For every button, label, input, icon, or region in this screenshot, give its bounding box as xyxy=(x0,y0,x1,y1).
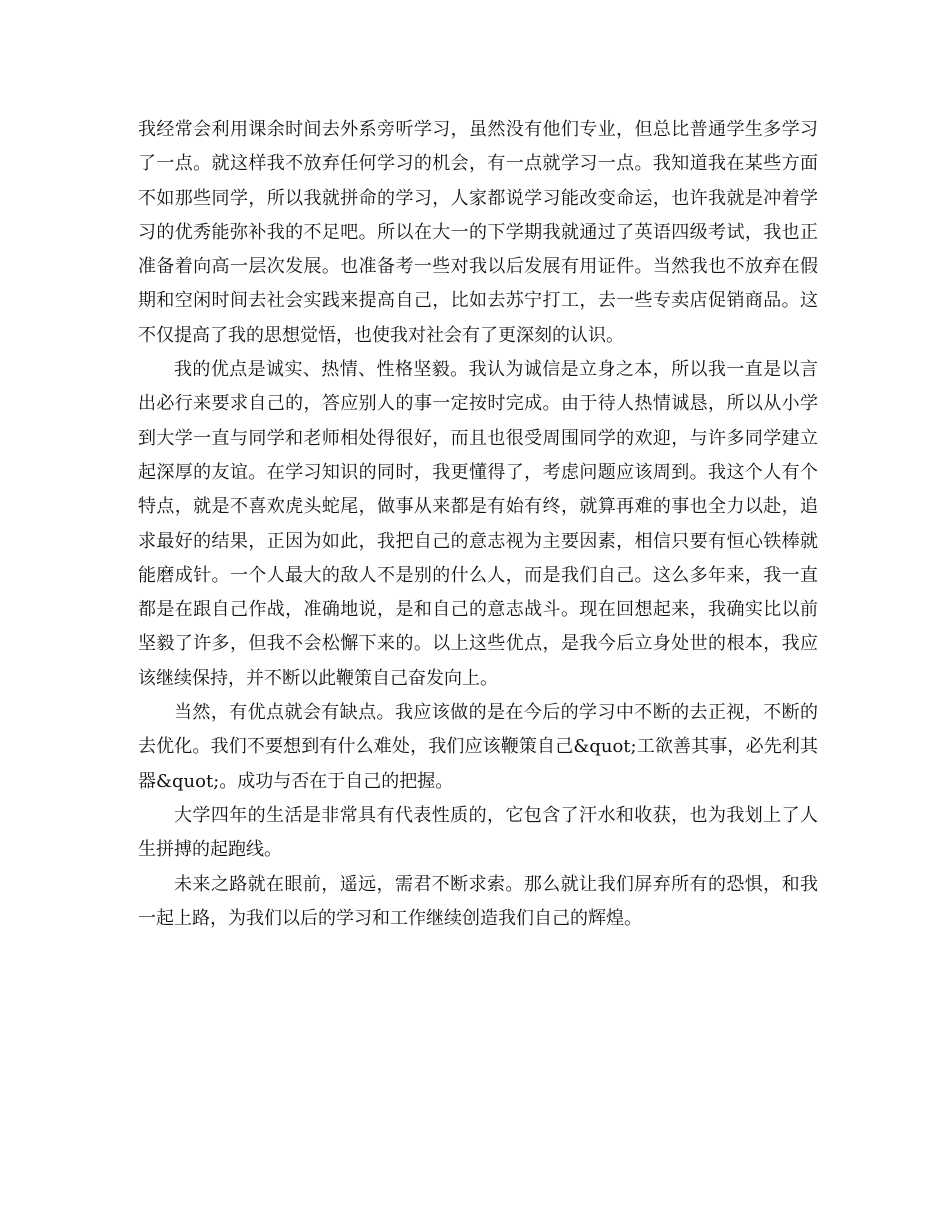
document-body xyxy=(138,113,818,936)
paragraph-4: 大学四年的生活是非常具有代表性质的，它包含了汗水和收获，也为我划上了人生拼搏的起跑线。 xyxy=(138,804,818,861)
paragraph-5: 未来之路就在眼前，遥远，需君不断求索。那么就让我们屏弃所有的恐惧，和我一起上路，为我们以后的学习和工作继续创造我们自己的辉煌。 xyxy=(138,873,818,929)
paragraph-1: 我经常会利用课余时间去外系旁听学习，虽然没有他们专业，但总比普通学生多学习了一点。就这样我不放弃任何学习的机会，有一点就学习一点。我知道我在某些方面不如那些同学，所以我就拼命的学习，人家都说学习能改变命运，也许我就是冲着学习的优秀能弥补我的不足吧。所以在大一的下学期我就通过了英语四级考试，我也正准备着向高一层次发展。也准备考一些对我以后发展有用证件。当然我也不放弃在假期和空闲时间去社会实践来提高自己，比如去苏宁打工，去一些专卖店促销商品。这不仅提高了我的思想觉悟，也使我对社会有了更深刻的认识。 xyxy=(138,119,818,346)
paragraph-3: 当然，有优点就会有缺点。我应该做的是在今后的学习中不断的去正视，不断的去优化。我们不要想到有什么难处，我们应该鞭策自己&quot;工欲善其事，必先利其器&quot;。成功与否在于自己的把握。 xyxy=(138,702,818,792)
paragraph-2: 我的优点是诚实、热情、性格坚毅。我认为诚信是立身之本，所以我一直是以言出必行来要求自己的，答应别人的事一定按时完成。由于待人热情诚恳，所以从小学到大学一直与同学和老师相处得很好，而且也很受周围同学的欢迎，与许多同学建立起深厚的友谊。在学习知识的同时，我更懂得了，考虑问题应该周到。我这个人有个特点，就是不喜欢虎头蛇尾，做事从来都是有始有终，就算再难的事也全力以赴，追求最好的结果，正因为如此，我把自己的意志视为主要因素，相信只要有恒心铁棒就能磨成针。一个人最大的敌人不是别的什么人，而是我们自己。这么多年来，我一直都是在跟自己作战，准确地说，是和自己的意志战斗。现在回想起来，我确实比以前坚毅了许多，但我不会松懈下来的。以上这些优点，是我今后立身处世的根本，我应该继续保持，并不断以此鞭策自己奋发向上。 xyxy=(138,359,818,689)
